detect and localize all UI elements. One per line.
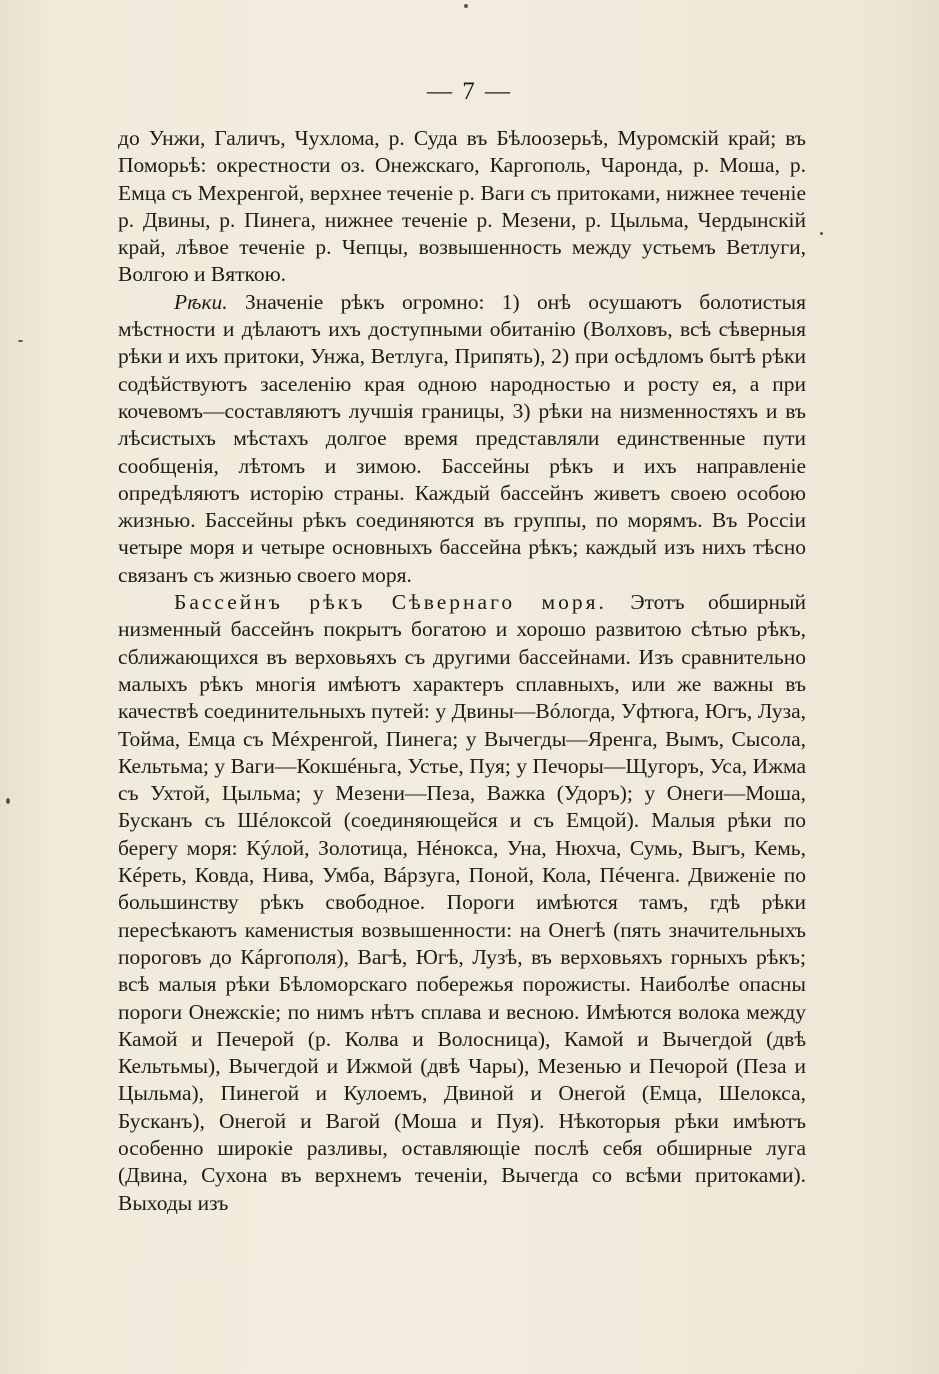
paragraph-3 <box>118 589 806 1217</box>
paragraph-3-heading: Бассейнъ рѣкъ Сѣвернаго моря. <box>174 590 607 615</box>
body-text <box>118 125 806 1217</box>
paragraph-2-heading: Рѣки. <box>174 289 228 314</box>
paragraph-2-body: Значеніе рѣкъ огромно: 1) онѣ осушаютъ болотистыя мѣстности и дѣлаютъ ихъ доступными обитанію (Волховъ, всѣ сѣверныя рѣки и ихъ притоки, Унжа, Ветлуга, Припять), 2) при осѣдломъ бытѣ рѣки содѣйствуютъ заселенію края одною народностью и росту ея, а при кочевомъ—составляютъ лучшія границы, 3) рѣки на низменностяхъ и въ лѣсистыхъ мѣстахъ долгое время представляли единственные пути сообщенія, лѣтомъ и зимою. Бассейны рѣкъ и ихъ направленіе опредѣляютъ исторію страны. Каждый бассейнъ живетъ своею особою жизнью. Бассейны рѣкъ соединяются въ группы, по морямъ. Въ Россіи четыре моря и четыре основныхъ бассейна рѣкъ; каждый изъ нихъ тѣсно связанъ съ жизнью своего моря. <box>118 289 807 587</box>
paragraph-3-body: Этотъ обширный низменный бассейнъ покрытъ богатою и хорошо развитою сѣтью рѣкъ, сближающихся въ верховьяхъ съ другими бассейнами. Изъ сравнительно малыхъ рѣкъ многія имѣютъ характеръ сплавныхъ, или же важны въ качествѣ соединительныхъ путей: у Двины—Вóлогда, Уфтюга, Югъ, Луза, Тойма, Емца съ Мéхренгой, Пинега; у Вычегды—Яренга, Вымъ, Сысола, Кельтьма; у Ваги—Кокшéньга, Устье, Пуя; у Печоры—Щугоръ, Уса, Ижма съ Ухтой, Цыльма; у Мезени—Пеза, Важка (Удоръ); у Онеги—Моша, Бусканъ съ Шéлоксой (соединяющейся и съ Емцой). Малыя рѣки по берегу моря: Кýлой, Золотица, Нéнокса, Уна, Нюхча, Сумь, Выгъ, Кемь, Кéреть, Ковда, Нива, Умба, Вáрзуга, Поной, Кола, Пéченга. Движеніе по большинству рѣкъ свободное. Пороги имѣются тамъ, гдѣ рѣки пересѣкаютъ каменистыя возвышенности: на Онегѣ (пять значительныхъ пороговъ до Кáргополя), Вагѣ, Югѣ, Лузѣ, въ верховьяхъ горныхъ рѣкъ; всѣ малыя рѣки Бѣломорскаго побережья порожисты. Наиболѣе опасны пороги Онежскіе; по нимъ нѣтъ сплава и весною. Имѣются волока между Камой и Печерой (р. Колва и Волосница), Камой и Вычегдой (двѣ Кельтьмы), Вычегдой и Ижмой (двѣ Чары), Мезенью и Печорой (Пеза и Цыльма), Пинегой и Кулоемъ, Двиной и Онегой (Емца, Шелокса, Бусканъ), Онегой и Вагой (Моша и Пуя). Нѣкоторыя рѣки имѣютъ особенно широкіе разливы, оставляющіе послѣ себя обширные луга (Двина, Сухона въ верхнемъ теченіи, Вычегда со всѣми притоками). Выходы изъ <box>118 590 806 1215</box>
paragraph-2 <box>118 289 806 589</box>
page-number: — 7 — <box>427 78 512 105</box>
paragraph-1: до Унжи, Галичъ, Чухлома, р. Суда въ Бѣлоозерьѣ, Муромскій край; въ Поморьѣ: окрестности оз. Онежскаго, Каргополь, Чаронда, р. Моша, р. Емца съ Мехренгой, верхнее теченіе р. Ваги съ притоками, нижнее теченіе р. Двины, р. Пинега, нижнее теченіе р. Мезени, р. Цыльма, Чердынскій край, лѣвое теченіе р. Чепцы, возвышенность между устьемъ Ветлуги, Волгою и Вяткою. <box>118 126 806 287</box>
print-speck <box>464 4 468 8</box>
print-speck <box>6 798 10 804</box>
print-speck <box>18 340 23 342</box>
print-speck <box>820 232 823 235</box>
